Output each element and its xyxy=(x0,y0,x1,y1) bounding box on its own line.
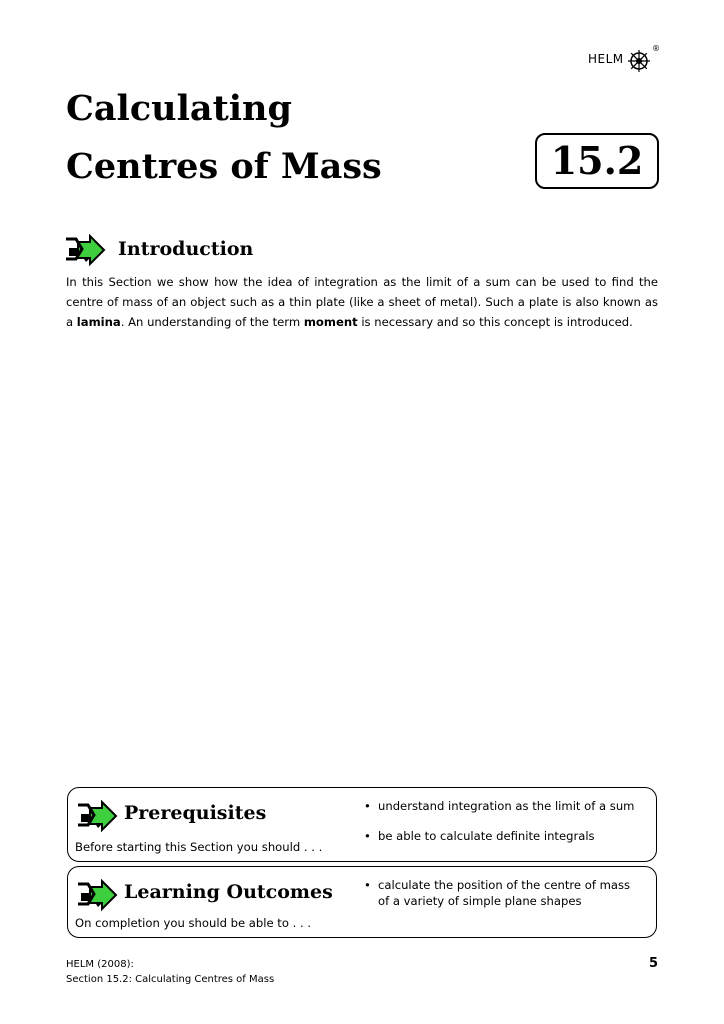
page-title xyxy=(66,80,382,196)
prerequisites-box xyxy=(67,787,657,862)
learning-outcomes-title: Learning Outcomes xyxy=(124,881,333,903)
learning-outcomes-box xyxy=(67,866,657,938)
intro-text-part: is necessary and so this concept is introduced. xyxy=(357,315,633,329)
prerequisites-subtitle: Before starting this Section you should . . . xyxy=(75,840,323,854)
footer-line-1: HELM (2008): xyxy=(66,959,134,970)
introduction-title: Introduction xyxy=(118,238,254,260)
helm-logo xyxy=(588,44,658,76)
list-item: • understand integration as the limit of a sum xyxy=(364,798,644,814)
arrow-icon xyxy=(76,800,120,834)
term-moment: moment xyxy=(303,315,358,329)
title-line-1: Calculating xyxy=(66,88,292,129)
registered-mark: ® xyxy=(652,44,660,53)
footer-line-2: Section 15.2: Calculating Centres of Mass xyxy=(66,974,275,985)
intro-text-part: In this Section we show how the idea of integration as the limit of a sum can be used to find the centre of mass of an object such as a thin plate (like a sheet of metal). Such a plate is also known as a xyxy=(66,275,658,329)
intro-text-part: . An understanding of the term xyxy=(120,315,304,329)
learning-outcomes-subtitle: On completion you should be able to . . . xyxy=(75,916,312,930)
page-footer xyxy=(66,957,274,987)
prerequisites-title: Prerequisites xyxy=(124,802,267,824)
prerequisites-list xyxy=(364,798,644,858)
helm-logo-text: HELM xyxy=(588,52,624,66)
page-number: 5 xyxy=(648,956,658,971)
list-item: • be able to calculate definite integrals xyxy=(364,828,644,844)
introduction-paragraph xyxy=(66,272,658,332)
arrow-icon xyxy=(76,879,120,913)
title-line-2: Centres of Mass xyxy=(66,146,382,187)
section-number-badge: 15.2 xyxy=(535,133,659,189)
arrow-icon xyxy=(64,234,108,268)
learning-outcomes-list xyxy=(364,877,644,923)
term-lamina: lamina xyxy=(76,315,121,329)
list-item: • calculate the position of the centre of mass of a variety of simple plane shapes xyxy=(364,877,644,909)
